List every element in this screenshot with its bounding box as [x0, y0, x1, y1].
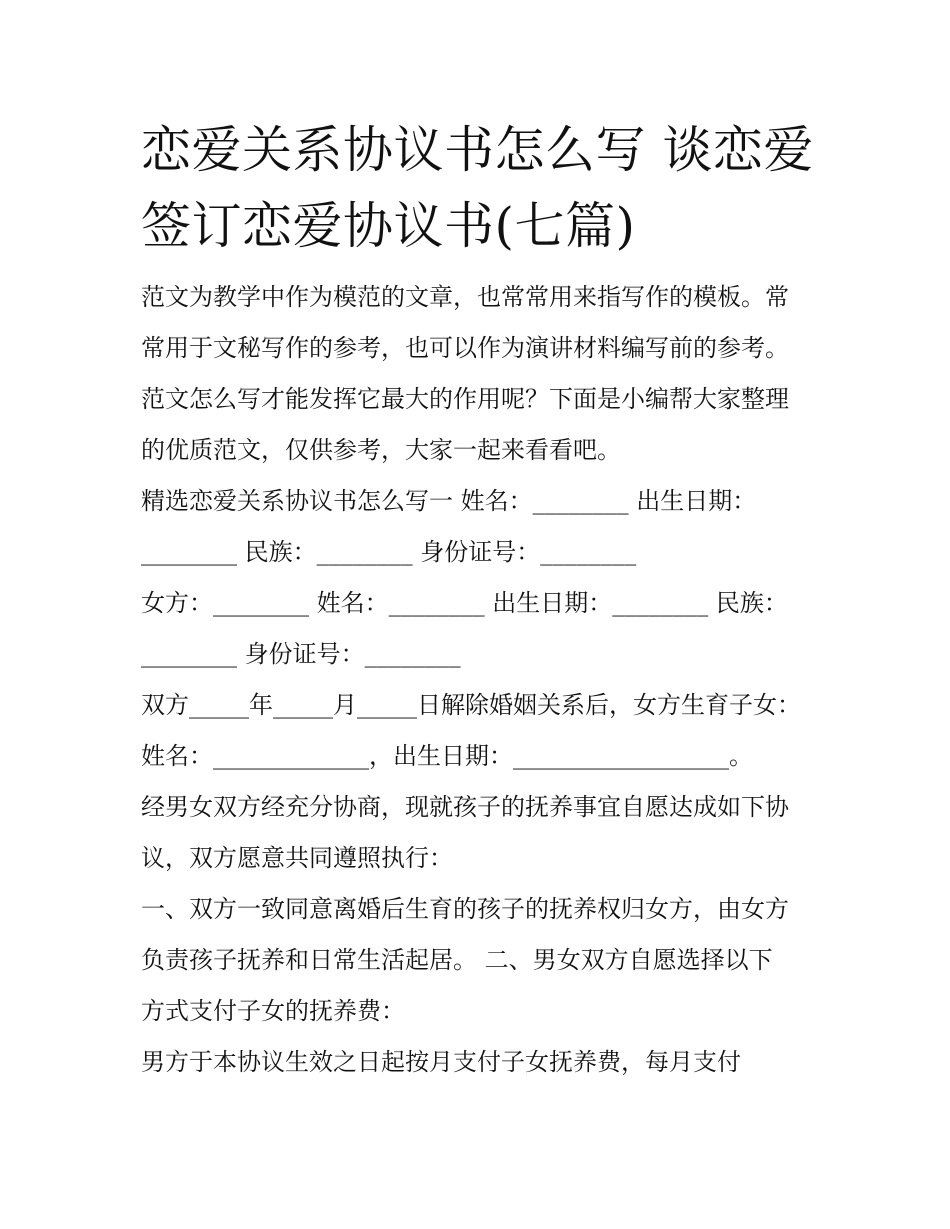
text-line: ________ 身份证号：________ — [141, 640, 461, 668]
text-line: 范文怎么写才能发挥它最大的作用呢？下面是小编帮大家整理 — [141, 385, 789, 413]
text-line: 方式支付子女的抚养费： — [141, 997, 405, 1025]
intro-paragraph — [141, 272, 813, 476]
text-line: 男方于本协议生效之日起按月支付子女抚养费，每月支付 — [141, 1048, 741, 1076]
text-line: 常用于文秘写作的参考，也可以作为演讲材料编写前的参考。 — [141, 334, 789, 362]
text-line: 女方：________ 姓名：________ 出生日期：________ 民族： — [141, 589, 788, 617]
child-info-paragraph — [141, 680, 813, 782]
text-line: 姓名：_____________，出生日期：__________________。 — [141, 742, 753, 770]
title-line: 签订恋爱协议书(七篇) — [141, 197, 636, 255]
text-line: 双方_____年_____月_____日解除婚姻关系后，女方生育子女： — [141, 691, 801, 719]
female-info-paragraph — [141, 578, 813, 680]
text-line: 负责孩子抚养和日常生活起居。 二、男女双方自愿选择以下 — [141, 946, 773, 974]
document-body — [141, 112, 813, 1088]
payment-paragraph — [141, 1037, 813, 1088]
text-line: 议，双方愿意共同遵照执行： — [141, 844, 453, 872]
text-line: 一、双方一致同意离婚后生育的孩子的抚养权归女方，由女方 — [141, 895, 789, 923]
agreement-paragraph — [141, 782, 813, 884]
text-line: 范文为教学中作为模范的文章，也常常用来指写作的模板。常 — [141, 283, 789, 311]
text-line: 精选恋爱关系协议书怎么写一 姓名：________ 出生日期： — [141, 487, 757, 515]
male-info-paragraph — [141, 476, 813, 578]
document-title — [141, 112, 813, 264]
title-line: 恋爱关系协议书怎么写 谈恋爱 — [141, 121, 814, 179]
text-line: ________ 民族：________ 身份证号：________ — [141, 538, 637, 566]
text-line: 的优质范文，仅供参考，大家一起来看看吧。 — [141, 436, 621, 464]
clause-paragraph — [141, 884, 813, 1037]
text-line: 经男女双方经充分协商，现就孩子的抚养事宜自愿达成如下协 — [141, 793, 789, 821]
